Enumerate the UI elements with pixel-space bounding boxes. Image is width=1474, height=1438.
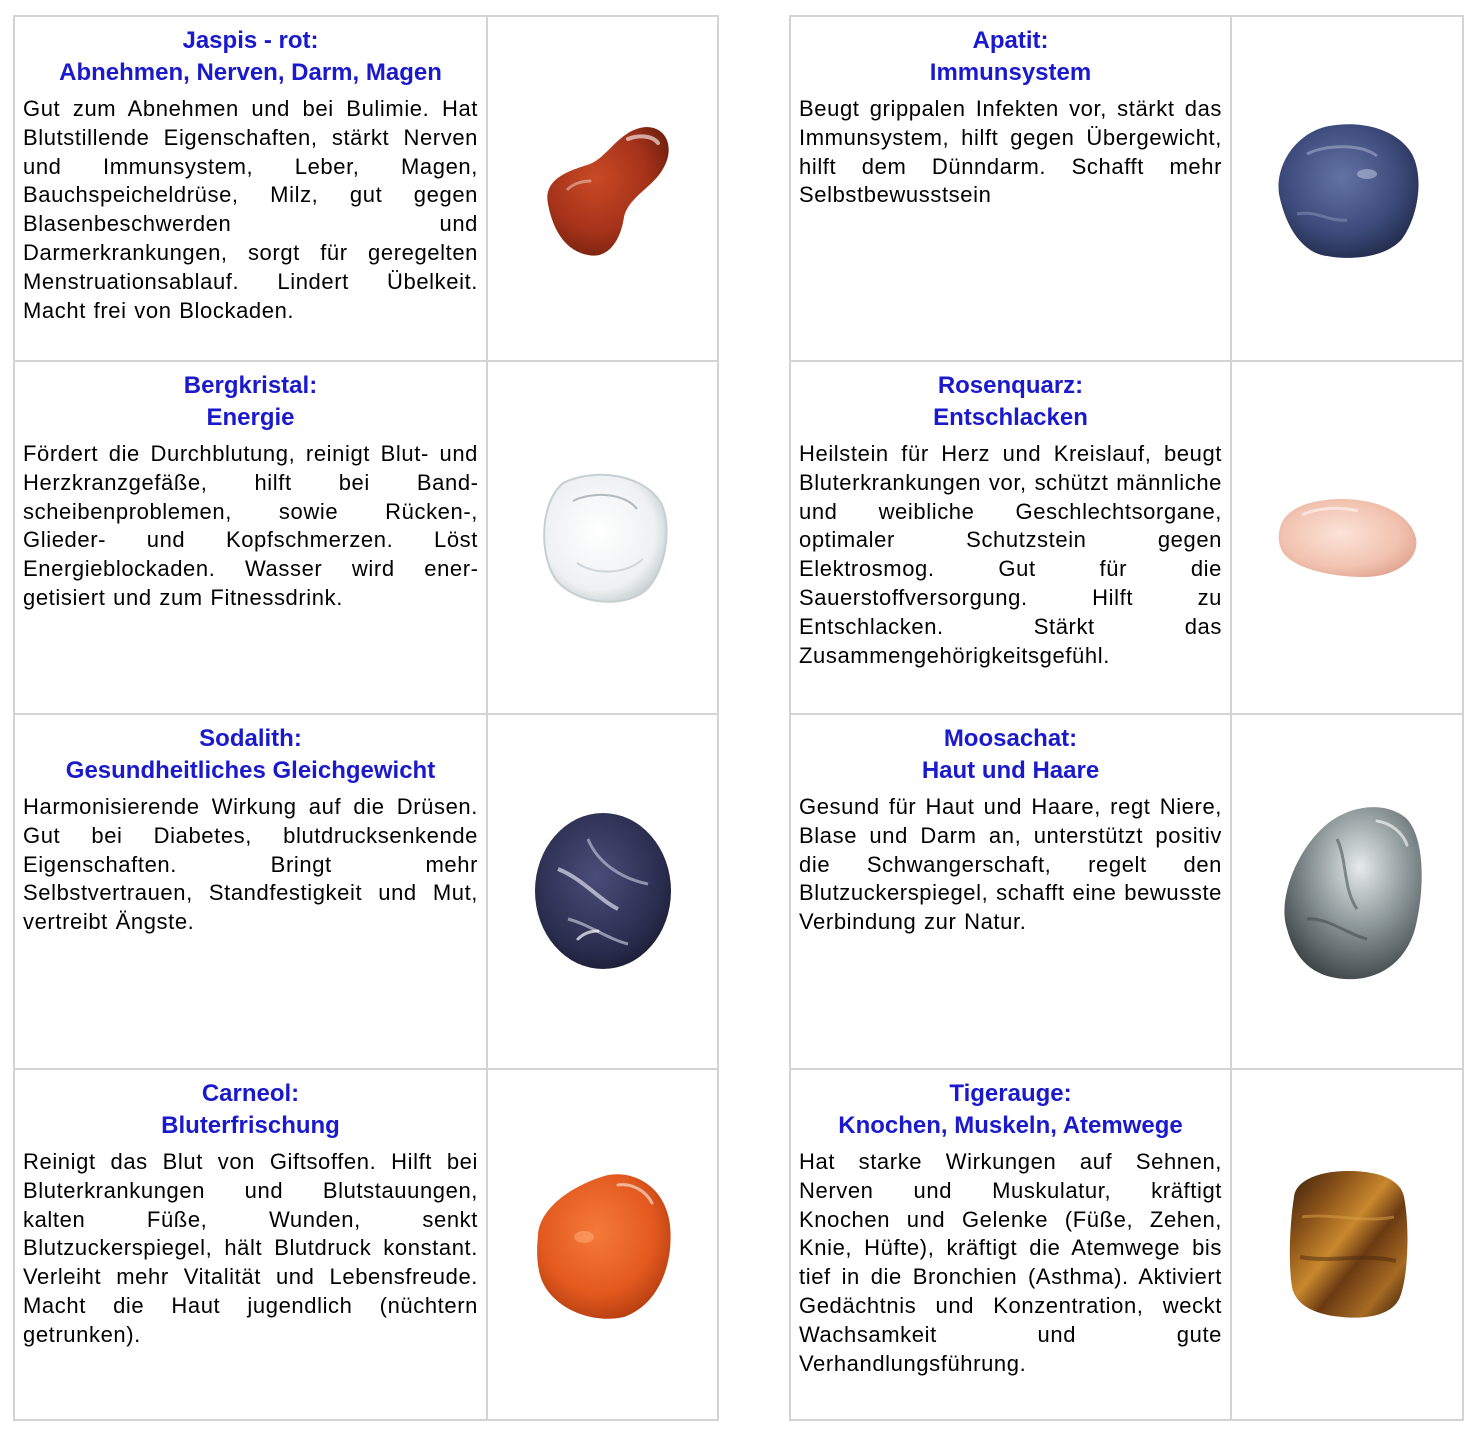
stone-info-cell xyxy=(14,714,487,1069)
stone-title: Rosenquarz: xyxy=(937,372,1084,399)
stone-info-cell xyxy=(14,361,487,714)
sodalite-stone-icon xyxy=(528,809,678,974)
stone-image-cell xyxy=(1231,16,1463,361)
stone-heading xyxy=(799,1078,1222,1142)
stone-info-cell xyxy=(14,1069,487,1420)
table-row xyxy=(790,16,1463,361)
stone-title: Bergkristal: xyxy=(183,372,318,399)
stone-heading xyxy=(799,723,1222,787)
stone-image-cell xyxy=(1231,714,1463,1069)
right-stone-table xyxy=(789,15,1464,1421)
stone-description: Gesund für Haut und Haare, regt Niere, Blase und Darm an, unterstützt positiv die Schwangerschaft, regelt den Blutzuckerspiegel, schafft eine bewusste Verbindung zur Natur. xyxy=(799,794,1222,935)
stone-heading xyxy=(23,370,478,434)
stone-info-cell xyxy=(790,1069,1231,1420)
stone-subtitle: Immunsystem xyxy=(929,59,1092,86)
table-row xyxy=(14,16,718,361)
stone-subtitle: Bluterfrischung xyxy=(161,1112,340,1139)
stone-subtitle: Abnehmen, Nerven, Darm, Magen xyxy=(59,59,442,86)
stone-title: Moosachat: xyxy=(943,725,1078,752)
stone-image-cell xyxy=(487,361,718,714)
moss-agate-stone-icon xyxy=(1267,799,1427,984)
stone-heading xyxy=(799,25,1222,89)
stone-info-cell xyxy=(790,16,1231,361)
stone-heading xyxy=(799,370,1222,434)
stone-description: Harmonisierende Wirkung auf die Drüsen. Gut bei Diabetes, blutdrucksenkende Eigenschaften. Bringt mehr Selbstvertrauen, Standfestigkeit und Mut, vertreibt Ängste. xyxy=(23,794,478,935)
stone-title: Jaspis - rot: xyxy=(182,27,319,54)
stone-image-cell xyxy=(1231,1069,1463,1420)
table-row xyxy=(14,1069,718,1420)
stone-image-cell xyxy=(487,1069,718,1420)
stone-subtitle: Haut und Haare xyxy=(921,757,1100,784)
stone-image-cell xyxy=(487,714,718,1069)
left-stone-table xyxy=(13,15,719,1421)
stone-title: Sodalith: xyxy=(199,725,302,752)
stone-description: Gut zum Abnehmen und bei Bulimie. Hat Blutstillende Eigenschaften, stärkt Nerven und Immunsystem, Leber, Magen, Bauchspeicheldrüse, Milz, gut gegen Blasenbeschwerden und Darmerkrankungen, sorgt für geregelten Menstruationsablauf. Lindert Übelkeit. Macht frei von Blockaden. xyxy=(23,96,478,323)
stone-description: Reinigt das Blut von Giftsoffen. Hilft bei Bluterkrankungen und Blutstauungen, kalten Füße, Wunden, senkt Blutzuckerspiegel, hält Blutdruck konstant. Verleiht mehr Vitalität und Lebensfreude. Macht die Haut jugendlich (nüchtern getrunken). xyxy=(23,1149,478,1347)
apatite-stone-icon xyxy=(1267,114,1427,264)
stone-info-cell xyxy=(790,714,1231,1069)
stone-subtitle: Energie xyxy=(206,404,295,431)
stone-subtitle: Knochen, Muskeln, Atemwege xyxy=(838,1112,1183,1139)
stone-heading xyxy=(23,1078,478,1142)
stone-title: Apatit: xyxy=(972,27,1049,54)
stone-description: Fördert die Durchblutung, reinigt Blut- und Herzkranzgefäße, hilft bei Bandscheibenproblemen, sowie Rücken-, Glieder- und Kopfschmerzen. Löst Energieblockaden. Wasser wird energetisiert und zum Fitnessdrink. xyxy=(23,441,478,610)
table-row xyxy=(790,1069,1463,1420)
stone-title: Carneol: xyxy=(201,1080,300,1107)
stone-info-cell xyxy=(790,361,1231,714)
stone-description: Heilstein für Herz und Kreislauf, beugt Bluterkrankungen vor, schützt männliche und weibliche Geschlechtsorgane, optimaler Schutzstein gegen Elektrosmog. Gut für die Sauerstoffversorgung. Hilft zu Entschlacken. Stärkt das Zusammengehörigkeitsgefühl. xyxy=(799,441,1222,668)
tiger-eye-stone-icon xyxy=(1282,1167,1412,1322)
stone-image-cell xyxy=(1231,361,1463,714)
table-row xyxy=(790,361,1463,714)
stone-image-cell xyxy=(487,16,718,361)
stone-title: Tigerauge: xyxy=(949,1080,1072,1107)
stone-heading xyxy=(23,25,478,89)
rose-quartz-stone-icon xyxy=(1272,493,1422,583)
stone-subtitle: Gesundheitliches Gleichgewicht xyxy=(65,757,436,784)
carnelian-stone-icon xyxy=(528,1165,678,1325)
stone-description: Hat starke Wirkungen auf Sehnen, Nerven und Muskulatur, kräftigt Knochen und Gelenke (Füße, Zehen, Knie, Hüfte), kräftigt die Atemwege bis tief in die Bronchien (Asthma). Aktiviert Gedächtnis und Konzentration, weckt Wachsamkeit und gute Verhandlungsführung. xyxy=(799,1149,1222,1376)
table-row xyxy=(14,714,718,1069)
rock-crystal-stone-icon xyxy=(533,463,673,613)
stone-info-cell xyxy=(14,16,487,361)
red-jasper-stone-icon xyxy=(528,109,678,269)
stone-description: Beugt grippalen Infekten vor, stärkt das Immunsystem, hilft gegen Übergewicht, hilft dem Dünndarm. Schafft mehr Selbstbewusstsein xyxy=(799,96,1222,208)
table-row xyxy=(790,714,1463,1069)
table-row xyxy=(14,361,718,714)
stone-heading xyxy=(23,723,478,787)
stone-subtitle: Entschlacken xyxy=(933,404,1088,431)
